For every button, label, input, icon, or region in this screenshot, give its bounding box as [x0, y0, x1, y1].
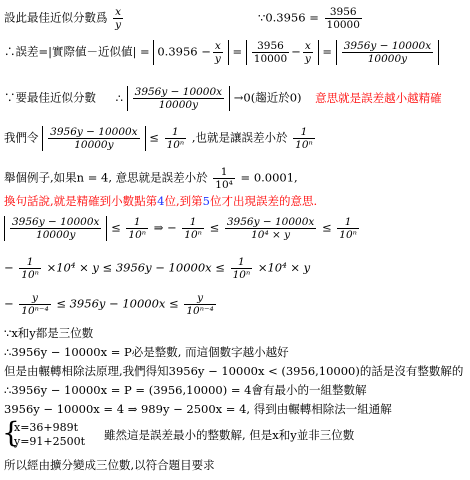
inequality-line-3: − $\frac{y}{\text{10ⁿ⁻⁴}}$ ≤ 3956y − 10000x ≤ $\frac{y}{\text{10ⁿ⁻⁴}}$: [4, 292, 214, 317]
equation-x: x=36+989t: [14, 421, 79, 434]
text-line-5: 3956y − 10000x = 4 ⇒ 989y − 2500x = 4, 得到由輾轉相除法一組通解: [4, 402, 392, 416]
digit-4: 4: [157, 194, 165, 208]
definition-text: 設此最佳近似分數爲: [4, 10, 108, 25]
text-line-3: 但是由輾轉相除法原理,我們得知3956y − 10000x < (3956,10000)的話是沒有整數解的: [4, 364, 464, 378]
conclusion-line: 所以經由擴分變成三位數,以符合題目要求: [4, 458, 215, 472]
brace-icon: {: [2, 416, 20, 449]
abs-expression-3: $\frac{3956y - 10000x}{10000y}$: [336, 40, 439, 65]
decimal-fraction: $\frac{3956}{10000}$: [326, 6, 360, 31]
definition-line: [4, 6, 125, 31]
abs-error-expression: $\frac{3956y - 10000x}{10000y}$: [127, 86, 230, 111]
best-approx-line: ∵要最佳近似分數 ∴ $\frac{3956y - 10000x}{10000y}$ →0(趨近於0) 意思就是誤差越小越精確: [4, 86, 442, 111]
inequality-line-1: $\frac{3956y - 10000x}{10000y}$ ≤ $\frac{1}{\text{10ⁿ}}$ ⇒ − $\frac{1}{\text{10ⁿ}}$ ≤ $\frac{3956y - 10000x}{\text{10⁴ × y}}$ ≤ $\frac{1}{\text{10ⁿ}}$: [4, 216, 361, 241]
accuracy-note: 意思就是誤差越小越精確: [315, 90, 442, 105]
system-note: 雖然這是誤差最小的整數解, 但是x和y並非三位數: [104, 428, 355, 442]
abs-expression-2: $\frac{3956}{10000}$ − $\frac{x}{y}$: [246, 40, 319, 65]
decimal-fraction-line: ∵0.3956 = $\frac{3956}{10000}$: [258, 6, 360, 31]
precision-explanation: 換句話說,就是精確到小數點第4位,到第5位才出現誤差的意思.: [4, 194, 318, 208]
equation-y: y=91+2500t: [14, 435, 86, 448]
digit-5: 5: [202, 194, 210, 208]
abs-expression-1: 0.3956 − $\frac{x}{y}$: [153, 40, 228, 65]
example-line: 舉個例子,如果n = 4, 意思就是誤差小於 $\frac{1}{\text{10⁴}}$ = 0.0001,: [4, 166, 298, 191]
inequality-line-2: − $\frac{1}{\text{10ⁿ}}$ ×10⁴ × y ≤ 3956y − 10000x ≤ $\frac{1}{\text{10ⁿ}}$ ×10⁴ × y: [4, 256, 311, 281]
let-condition-line: 我們令 $\frac{3956y - 10000x}{10000y}$ ≤ $\frac{1}{\text{10ⁿ}}$ ,也就是讓誤差小於 $\frac{1}{\text{10ⁿ}}$: [4, 126, 313, 151]
text-line-4: ∴3956y − 10000x = P = (3956,10000) = 4會有最小的一組整數解: [4, 383, 367, 397]
text-line-1: ∵x和y都是三位數: [4, 326, 94, 340]
error-line: ∴誤差=|實際値－近似値| = 0.3956 − $\frac{x}{y}$ = $\frac{3956}{10000}$ − $\frac{x}{y}$ = $\frac{3956y - 10000x}{10000y}$: [4, 40, 439, 65]
text-line-2: ∴3956y − 10000x = P必是整數, 而這個數字越小越好: [4, 345, 289, 359]
x-over-y-fraction: $\frac{x}{y}$: [115, 6, 122, 31]
